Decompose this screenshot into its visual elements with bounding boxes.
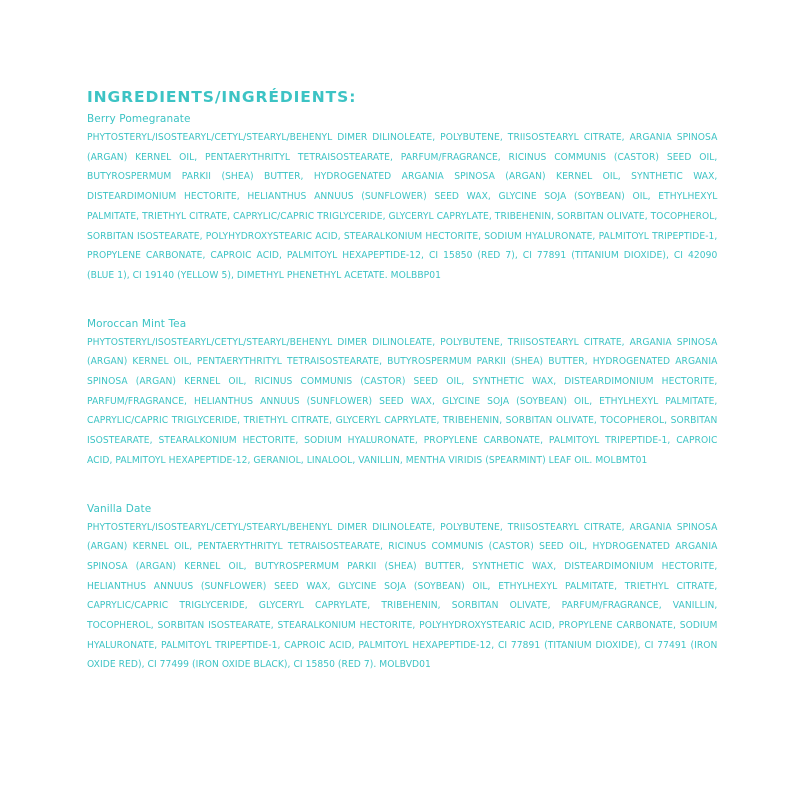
product-section-vanilla-date [87, 500, 717, 676]
product-ingredients-list: PHYTOSTERYL/ISOSTEARYL/CETYL/STEARYL/BEHENYL DIMER DILINOLEATE, POLYBUTENE, TRIISOSTEARYL CITRATE, ARGANIA SPINOSA (ARGAN) KERNEL OIL, PENTAERYTHRITYL TETRAISOSTEARATE, RICINUS COMMUNIS (CASTOR) SEED OIL, HYDROGENATED ARGANIA SPINOSA (ARGAN) KERNEL OIL, BUTYROSPERMUM PARKII (SHEA) BUTTER, SYNTHETIC WAX, DISTEARDIMONIUM HECTORITE, HELIANTHUS ANNUUS (SUNFLOWER) SEED WAX, GLYCINE SOJA (SOYBEAN) OIL, ETHYLHEXYL PALMITATE, TRIETHYL CITRATE, CAPRYLIC/CAPRIC TRIGLYCERIDE, GLYCERYL CAPRYLATE, TRIBEHENIN, SORBITAN OLIVATE, PARFUM/FRAGRANCE, VANILLIN, TOCOPHEROL, SORBITAN ISOSTEARATE, STEARALKONIUM HECTORITE, POLYHYDROXYSTEARIC ACID, PROPYLENE CARBONATE, SODIUM HYALURONATE, PALMITOYL TRIPEPTIDE-1, CAPROIC ACID, PALMITOYL HEXAPEPTIDE-12, CI 77891 (TITANIUM DIOXIDE), CI 77491 (IRON OXIDE RED), CI 77499 (IRON OXIDE BLACK), CI 15850 (RED 7). MOLBVD01 [87, 521, 718, 671]
product-ingredients-list: PHYTOSTERYL/ISOSTEARYL/CETYL/STEARYL/BEHENYL DIMER DILINOLEATE, POLYBUTENE, TRIISOSTEARYL CITRATE, ARGANIA SPINOSA (ARGAN) KERNEL OIL, PENTAERYTHRITYL TETRAISOSTEARATE, BUTYROSPERMUM PARKII (SHEA) BUTTER, HYDROGENATED ARGANIA SPINOSA (ARGAN) KERNEL OIL, RICINUS COMMUNIS (CASTOR) SEED OIL, SYNTHETIC WAX, DISTEARDIMONIUM HECTORITE, PARFUM/FRAGRANCE, HELIANTHUS ANNUUS (SUNFLOWER) SEED WAX, GLYCINE SOJA (SOYBEAN) OIL, ETHYLHEXYL PALMITATE, CAPRYLIC/CAPRIC TRIGLYCERIDE, TRIETHYL CITRATE, GLYCERYL CAPRYLATE, TRIBEHENIN, SORBITAN OLIVATE, TOCOPHEROL, SORBITAN ISOSTEARATE, STEARALKONIUM HECTORITE, SODIUM HYALURONATE, PROPYLENE CARBONATE, PALMITOYL TRIPEPTIDE-1, CAPROIC ACID, PALMITOYL HEXAPEPTIDE-12, GERANIOL, LINALOOL, VANILLIN, MENTHA VIRIDIS (SPEARMINT) LEAF OIL. MOLBMT01 [87, 336, 718, 466]
ingredients-heading: INGREDIENTS/INGRÉDIENTS: [87, 88, 357, 106]
ingredients-document [87, 88, 717, 704]
product-section-berry-pomegranate [87, 110, 717, 286]
product-name: Vanilla Date [87, 502, 152, 515]
product-ingredients-list: PHYTOSTERYL/ISOSTEARYL/CETYL/STEARYL/BEHENYL DIMER DILINOLEATE, POLYBUTENE, TRIISOSTEARYL CITRATE, ARGANIA SPINOSA (ARGAN) KERNEL OIL, PENTAERYTHRITYL TETRAISOSTEARATE, PARFUM/FRAGRANCE, RICINUS COMMUNIS (CASTOR) SEED OIL, BUTYROSPERMUM PARKII (SHEA) BUTTER, HYDROGENATED ARGANIA SPINOSA (ARGAN) KERNEL OIL, SYNTHETIC WAX, DISTEARDIMONIUM HECTORITE, HELIANTHUS ANNUUS (SUNFLOWER) SEED WAX, GLYCINE SOJA (SOYBEAN) OIL, ETHYLHEXYL PALMITATE, TRIETHYL CITRATE, CAPRYLIC/CAPRIC TRIGLYCERIDE, GLYCERYL CAPRYLATE, TRIBEHENIN, SORBITAN OLIVATE, TOCOPHEROL, SORBITAN ISOSTEARATE, POLYHYDROXYSTEARIC ACID, STEARALKONIUM HECTORITE, SODIUM HYALURONATE, PALMITOYL TRIPEPTIDE-1, PROPYLENE CARBONATE, CAPROIC ACID, PALMITOYL HEXAPEPTIDE-12, CI 15850 (RED 7), CI 77891 (TITANIUM DIOXIDE), CI 42090 (BLUE 1), CI 19140 (YELLOW 5), DIMETHYL PHENETHYL ACETATE. MOLBBP01 [87, 132, 718, 281]
product-section-moroccan-mint-tea [87, 315, 717, 471]
product-name: Berry Pomegranate [87, 113, 191, 125]
product-name: Moroccan Mint Tea [87, 317, 187, 330]
